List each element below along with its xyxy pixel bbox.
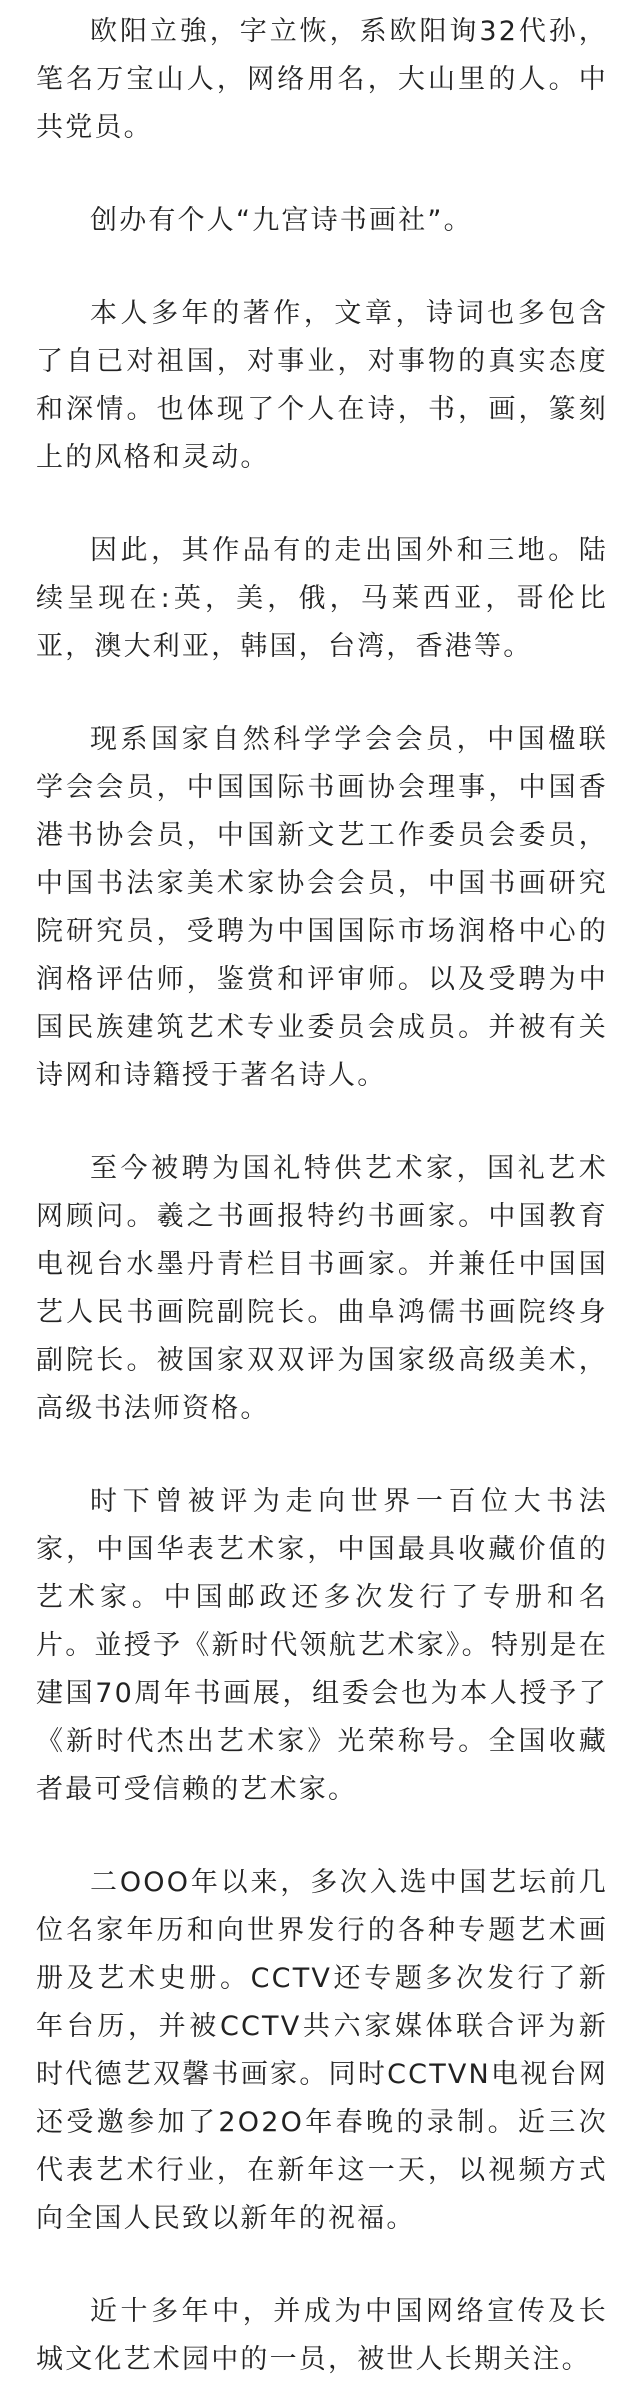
paragraph-intro: 欧阳立強，字立恢，系欧阳询32代孙，笔名万宝山人，网络用名，大山里的人。中共党员。	[36, 16, 608, 143]
paragraph-memberships: 现系国家自然科学学会会员，中国楹联学会会员，中国国际书画协会理事，中国香港书协会员，中国新文艺工作委员会委员，中国书法家美术家协会会员，中国书画研究院研究员，受聘为中国国际市场润格中心的润格评估师，鉴赏和评审师。以及受聘为中国民族建筑艺术专业委员会成员。并被有关诗网和诗籍授于著名诗人。	[36, 724, 608, 1091]
paragraph-works: 本人多年的著作，文章，诗词也多包含了自已对祖国，对事业，对事物的真实态度和深情。也体现了个人在诗，书，画，篆刻上的风格和灵动。	[36, 298, 608, 473]
paragraph-poetry-society: 创办有个人“九宫诗书画社”。	[90, 205, 473, 236]
paragraph-publications: 二OOO年以来，多次入选中国艺坛前几位名家年历和向世界发行的各种专题艺术画册及艺术史册。CCTV还专题多次发行了新年台历，并被CCTV共六家媒体联合评为新时代德艺双馨书画家。同时CCTVN电视台网还受邀参加了2O2O年春晚的录制。近三次代表艺术行业，在新年这一天，以视频方式向全国人民致以新年的祝福。	[36, 1867, 608, 2234]
paragraph-appointments: 至今被聘为国礼特供艺术家，国礼艺术网顾问。羲之书画报特约书画家。中国教育电视台水墨丹青栏目书画家。并兼任中国国艺人民书画院副院长。曲阜鸿儒书画院终身副院长。被国家双双评为国家级高级美术，高级书法师资格。	[36, 1153, 608, 1424]
paragraph-international: 因此，其作品有的走出国外和三地。陆续呈现在:英，美，俄，马莱西亚，哥伦比亚，澳大利亚，韩国，台湾，香港等。	[36, 535, 608, 662]
paragraph-honors: 时下曾被评为走向世界一百位大书法家，中国华表艺术家，中国最具收藏价值的艺术家。中国邮政还多次发行了专册和名片。並授予《新时代领航艺术家》。特别是在建国70周年书画展，组委会也为本人授予了《新时代杰出艺术家》光荣称号。全国收藏者最可受信赖的艺术家。	[36, 1486, 608, 1805]
paragraph-recent: 近十多年中，并成为中国网络宣传及长城文化艺术园中的一员，被世人长期关注。	[36, 2296, 608, 2375]
